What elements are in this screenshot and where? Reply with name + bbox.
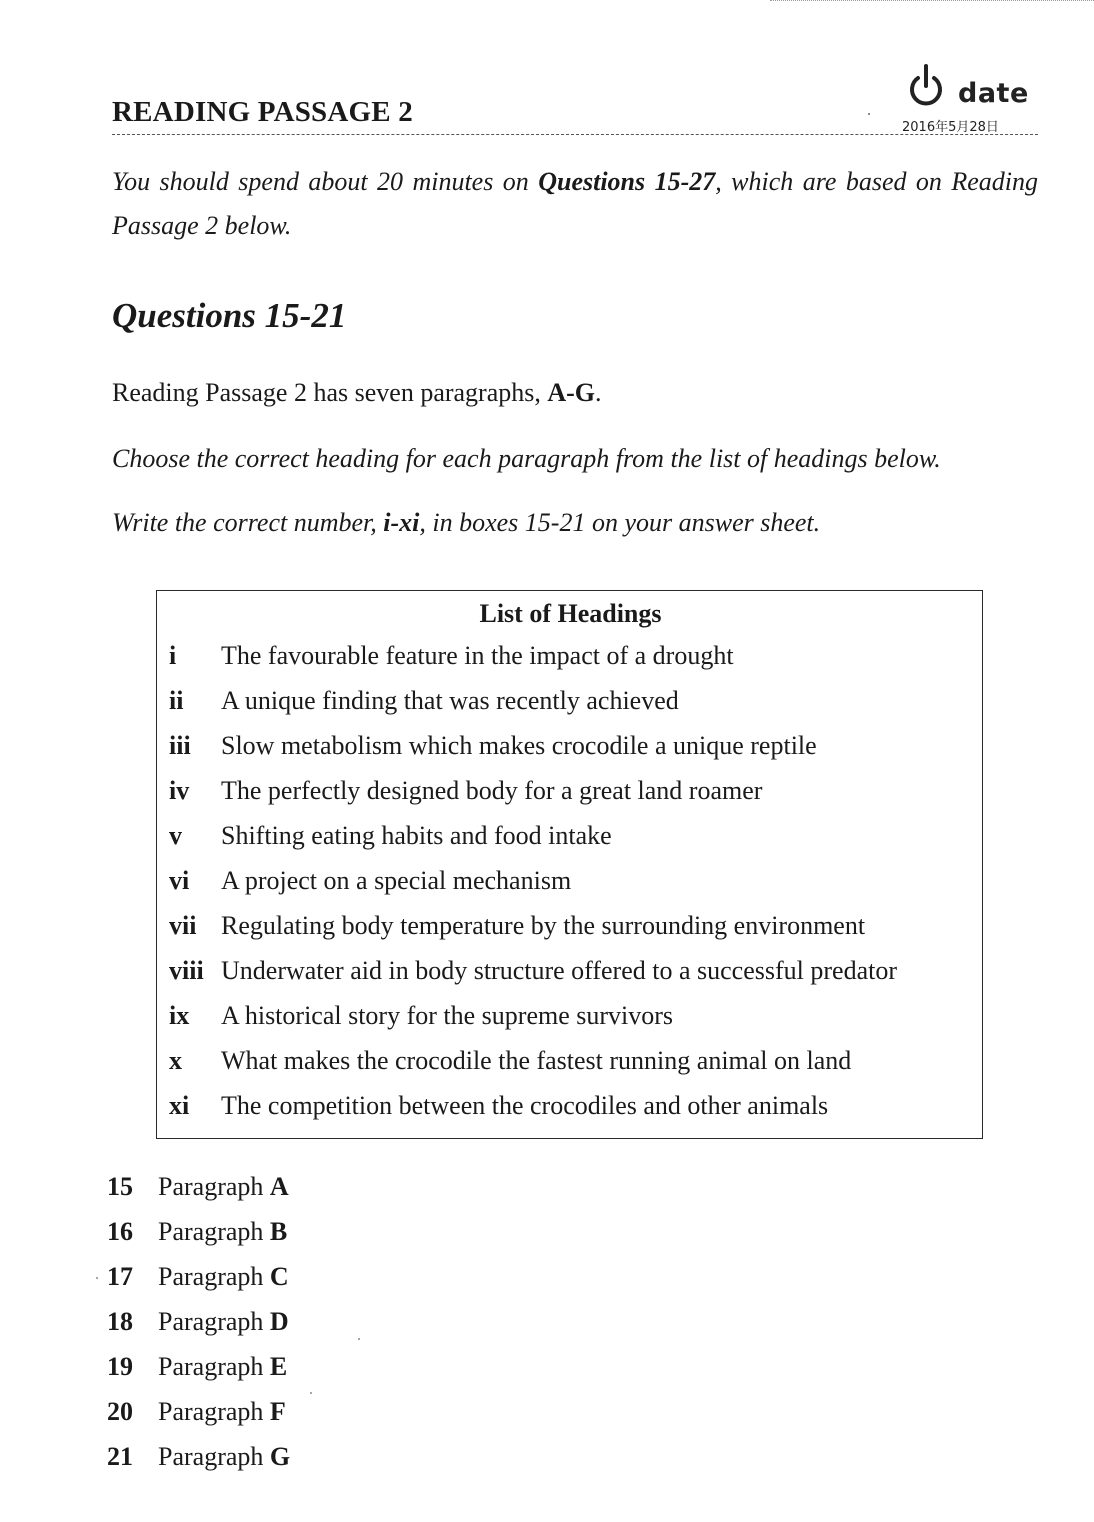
heading-number: v bbox=[169, 821, 182, 850]
question-number: 20 bbox=[107, 1397, 133, 1426]
scan-speck bbox=[868, 113, 870, 115]
instruction-3-tail: , in boxes 15-21 on your answer sheet. bbox=[419, 508, 821, 537]
heading-number: x bbox=[169, 1046, 182, 1075]
question-number: 21 bbox=[107, 1442, 133, 1471]
scan-speck bbox=[310, 1392, 312, 1394]
paragraph-letter: E bbox=[269, 1352, 288, 1381]
instruction-1-bold: A-G bbox=[547, 378, 596, 407]
scan-speck bbox=[358, 1338, 360, 1340]
date-value: 2016年5月28日 bbox=[902, 120, 999, 135]
heading-text: Underwater aid in body structure offered to a successful predator bbox=[221, 956, 897, 985]
question-number: 17 bbox=[107, 1262, 133, 1291]
heading-number: vi bbox=[169, 866, 190, 895]
passage-title: READING PASSAGE 2 bbox=[112, 96, 413, 128]
instruction-3-bold: i-xi bbox=[383, 508, 420, 537]
scan-edge bbox=[770, 0, 1094, 1]
intro-paragraph bbox=[112, 160, 1038, 248]
heading-text: A historical story for the supreme survivors bbox=[221, 1001, 674, 1030]
question-number: 15 bbox=[107, 1172, 133, 1201]
date-word: date bbox=[958, 78, 1029, 109]
paragraph-label bbox=[158, 1442, 290, 1472]
heading-number: ii bbox=[169, 686, 184, 715]
paragraph-label bbox=[158, 1307, 289, 1337]
intro-tail: , which are based on Reading Passage 2 below. bbox=[112, 167, 1039, 240]
heading-text: What makes the crocodile the fastest running animal on land bbox=[221, 1046, 852, 1075]
intro-questions: Questions 15-27 bbox=[538, 167, 716, 196]
heading-number: ix bbox=[169, 1001, 190, 1030]
heading-number: i bbox=[169, 641, 177, 670]
instruction-3-lead: Write the correct number, bbox=[112, 508, 384, 537]
header-rule bbox=[112, 134, 1038, 135]
paragraph-word: Paragraph bbox=[158, 1397, 264, 1426]
heading-text: Slow metabolism which makes crocodile a unique reptile bbox=[221, 731, 817, 760]
instruction-1-end: . bbox=[595, 378, 602, 407]
paragraph-letter: D bbox=[269, 1307, 289, 1336]
heading-number: iii bbox=[169, 731, 191, 760]
question-number: 19 bbox=[107, 1352, 133, 1381]
instruction-1-text: Reading Passage 2 has seven paragraphs, bbox=[112, 378, 548, 407]
paragraph-word: Paragraph bbox=[158, 1442, 264, 1471]
power-icon bbox=[906, 64, 946, 112]
paragraph-label bbox=[158, 1172, 289, 1202]
intro-lead: You should spend about 20 minutes on bbox=[112, 167, 539, 196]
heading-number: iv bbox=[169, 776, 190, 805]
heading-number: vii bbox=[169, 911, 197, 940]
question-number: 16 bbox=[107, 1217, 133, 1246]
heading-text: A project on a special mechanism bbox=[221, 866, 572, 895]
scan-speck bbox=[96, 1277, 98, 1279]
heading-text: The favourable feature in the impact of a drought bbox=[221, 641, 734, 670]
heading-text: Regulating body temperature by the surrounding environment bbox=[221, 911, 866, 940]
paragraph-label bbox=[158, 1217, 287, 1247]
paragraph-letter: C bbox=[269, 1262, 289, 1291]
heading-text: A unique finding that was recently achieved bbox=[221, 686, 679, 715]
heading-number: xi bbox=[169, 1091, 190, 1120]
paragraph-letter: F bbox=[269, 1397, 286, 1426]
question-number: 18 bbox=[107, 1307, 133, 1336]
heading-number: viii bbox=[169, 956, 204, 985]
page-header bbox=[112, 60, 1038, 138]
heading-text: The competition between the crocodiles and other animals bbox=[221, 1091, 829, 1120]
paragraph-letter: A bbox=[269, 1172, 289, 1201]
headings-box bbox=[156, 590, 983, 1139]
instruction-choose: Choose the correct heading for each paragraph from the list of headings below. bbox=[112, 444, 941, 473]
instruction-write bbox=[112, 508, 820, 538]
paragraph-label bbox=[158, 1397, 286, 1427]
paragraph-word: Paragraph bbox=[158, 1217, 264, 1246]
paragraph-word: Paragraph bbox=[158, 1262, 264, 1291]
paragraph-letter: G bbox=[269, 1442, 291, 1471]
heading-text: The perfectly designed body for a great land roamer bbox=[221, 776, 763, 805]
paragraph-letter: B bbox=[269, 1217, 288, 1246]
section-title: Questions 15-21 bbox=[112, 296, 347, 335]
heading-text: Shifting eating habits and food intake bbox=[221, 821, 612, 850]
date-stamp bbox=[902, 62, 1034, 135]
paragraph-word: Paragraph bbox=[158, 1172, 264, 1201]
paragraph-label bbox=[158, 1352, 287, 1382]
paragraph-word: Paragraph bbox=[158, 1352, 264, 1381]
headings-title: List of Headings bbox=[479, 599, 662, 628]
instruction-paragraphs bbox=[112, 378, 602, 408]
paragraph-label bbox=[158, 1262, 289, 1292]
paragraph-word: Paragraph bbox=[158, 1307, 264, 1336]
